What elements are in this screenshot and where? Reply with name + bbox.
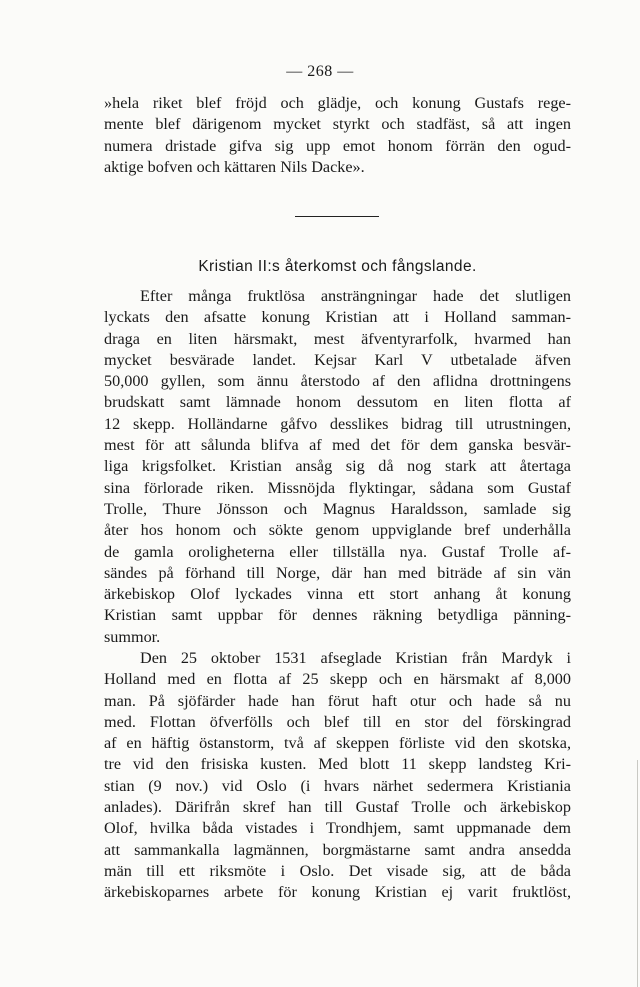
text-line: Den 25 oktober 1531 afseglade Kristian från Mardyk i <box>140 649 571 667</box>
text-line: draga en liten härsmakt, mest äfventyrarfolk, hvarmed han <box>104 329 571 348</box>
text-line: ärkebiskop Olof lyckades vinna ett stort anhang åt konung <box>104 585 571 604</box>
text-line: mest för att sålunda blifva af med det för dem ganska besvär- <box>104 436 571 455</box>
text-line: sina förlorade riken. Missnöjda flyktingar, sådana som Gustaf <box>104 478 571 497</box>
section-divider <box>295 216 379 217</box>
text-line: Trolle, Thure Jönsson och Magnus Haraldsson, samlade sig <box>104 499 571 518</box>
text-line: de gamla oroligheterna eller tillställa nya. Gustaf Trolle af- <box>104 542 571 561</box>
section-heading: Kristian II:s återkomst och fångslande. <box>198 258 477 275</box>
text-line: liga krigsfolket. Kristian ansåg sig då nog stark att återtaga <box>104 457 571 476</box>
page-number: — 268 — <box>286 63 354 80</box>
text-line: »hela riket blef fröjd och glädje, och konung Gustafs rege- <box>104 94 571 112</box>
text-line: summor. <box>104 627 161 646</box>
text-line: med. Flottan öfverfölls och blef till en stor del förskingrad <box>104 712 571 731</box>
text-line: brudskatt samt lämnade honom dessutom en liten flotta af <box>104 393 571 412</box>
text-line: att sammankalla lagmännen, borgmästarne samt andra ansedda <box>104 840 571 859</box>
text-line: lyckats den afsatte konung Kristian att i Holland samman- <box>104 308 571 327</box>
text-line: Olof, hvilka båda vistades i Trondhjem, samt uppmanade dem <box>104 819 571 838</box>
paragraph-second <box>104 648 571 904</box>
text-line: anlades). Därifrån skref han till Gustaf Trolle och ärkebiskop <box>104 798 571 817</box>
text-line: Holland med en flotta af 25 skepp och en härsmakt af 8,000 <box>104 670 571 689</box>
text-line: mycket besvärade landet. Kejsar Karl V utbetalade äfven <box>104 350 571 369</box>
text-line: åter hos honom och sökte genom uppviglande bref underhålla <box>104 521 571 540</box>
text-line: numera dristade gifva sig upp emot honom förrän den ogud- <box>104 136 571 155</box>
intro-paragraph <box>104 93 571 178</box>
text-line: sändes på förhand till Norge, där han med biträde af sin vän <box>104 563 571 582</box>
text-line: aktige bofven och kättaren Nils Dacke». <box>104 157 365 176</box>
text-line: stian (9 nov.) vid Oslo (i hvars närhet sedermera Kristiania <box>104 776 571 795</box>
paragraph-first <box>104 286 571 648</box>
text-line: man. På sjöfärder hade han förut haft otur och hade så nu <box>104 691 571 710</box>
text-line: ärkebiskoparnes arbete för konung Kristian ej varit fruktlöst, <box>104 883 571 902</box>
text-line: män till ett riksmöte i Oslo. Det visade sig, att de båda <box>104 861 571 880</box>
page-edge-shadow <box>637 760 638 987</box>
text-line: Kristian samt uppbar för dennes räkning betydliga pänning- <box>104 606 571 625</box>
text-line: tre vid den frisiska kusten. Med blott 11 skepp landsteg Kri- <box>104 755 571 774</box>
text-line: 12 skepp. Holländarne gåfvo desslikes bidrag till utrustningen, <box>104 414 571 433</box>
text-line: 50,000 gyllen, som ännu återstodo af den aflidna drottningens <box>104 372 571 391</box>
text-line: mente blef därigenom mycket styrkt och stadfäst, så att ingen <box>104 115 571 134</box>
text-line: Efter många fruktlösa ansträngningar hade det slutligen <box>140 287 571 305</box>
text-line: af en häftig östanstorm, två af skeppen förliste vid den skotska, <box>104 734 571 753</box>
